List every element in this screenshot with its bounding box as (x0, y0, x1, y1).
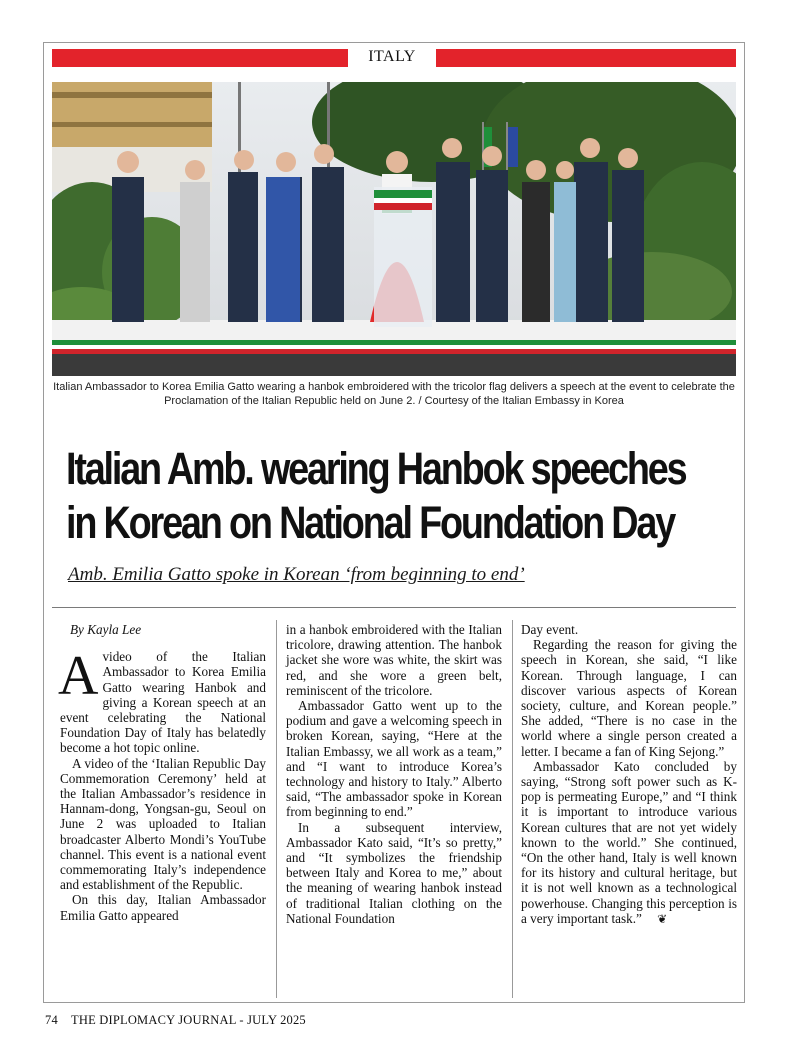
publication-name: THE DIPLOMACY JOURNAL - JULY 2025 (71, 1013, 306, 1027)
paragraph: On this day, Italian Ambassador Emilia Gatto appeared (60, 892, 266, 923)
subtitle: Amb. Emilia Gatto spoke in Korean ‘from beginning to end’ (68, 564, 525, 585)
photo-caption: Italian Ambassador to Korea Emilia Gatto wearing a hanbok embroidered with the tricolor flag delivers a speech at the event to celebrate the Proclamation of the Italian Republic held on June 2. / Courtesy of the Italian Embassy in Korea (53, 381, 735, 407)
section-label: ITALY (368, 48, 416, 65)
section-header (52, 49, 736, 67)
article-column-2 (286, 622, 502, 926)
article-column-1 (60, 622, 266, 923)
paragraph: Regarding the reason for giving the speech in Korean, she said, “I like Korean. Through language, I can discover various aspects of Korean society, culture, and Korean people.” She added, “There is no case in the world where a single person created a letter. I became a fan of King Sejong.” (521, 637, 737, 759)
paragraph: Ambassador Gatto went up to the podium and gave a welcoming speech in broken Korean, saying, “Here at the Italian Embassy, we all work as a team,” and “I want to introduce Korea’s technology and history to Italy.” Alberto said, “The ambassador spoke in Korean from beginning to end.” (286, 698, 502, 820)
paragraph: in a hanbok embroidered with the Italian tricolore, drawing attention. The hanbok jacket she wore was white, the skirt was red, and she wore a green belt, reminiscent of the tricolore. (286, 622, 502, 698)
lead-paragraph (58, 645, 266, 756)
article-column-3 (521, 622, 737, 927)
event-photo-illustration (52, 82, 736, 376)
byline: By Kayla Lee (70, 622, 142, 637)
event-photo (52, 82, 736, 376)
paragraph: A video of the ‘Italian Republic Day Commemoration Ceremony’ held at the Italian Ambassador’s residence in Hannam-dong, Yongsan-gu, Seoul on June 2 was uploaded to Italian broadcaster Alberto Mondi’s YouTube channel. This event is a national event commemorating Italy’s independence and establishment of the Republic. (60, 755, 266, 893)
drop-cap: A (58, 645, 99, 708)
section-bar-right (436, 49, 736, 67)
paragraph-text: Ambassador Kato concluded by saying, “Strong soft power such as K-pop is permeating Europe,” and “I think it is important to introduce various Korean cultures that are not yet widely known to the world.” She continued, “On the other hand, Italy is well known for its history and cultural heritage, but it is not well known as a technological powerhouse. Changing this perception is a very important task.” (521, 758, 737, 926)
section-bar-left (52, 49, 348, 67)
paragraph: Day event. (521, 622, 579, 637)
headline-line-2: in Korean on National Foundation Day (66, 497, 675, 548)
end-mark-icon: ❦ (657, 911, 668, 926)
paragraph (521, 759, 737, 927)
page-number: 74 (45, 1013, 58, 1027)
column-separator (276, 620, 277, 998)
headline-line-1: Italian Amb. wearing Hanbok speeches (66, 443, 686, 494)
column-separator (512, 620, 513, 998)
divider (52, 607, 736, 608)
page-footer (45, 1013, 306, 1028)
headline (66, 442, 686, 550)
paragraph: In a subsequent interview, Ambassador Kato said, “It’s so pretty,” and “It symbolizes the friendship between Italy and Korea to me,” about the meaning of wearing hanbok instead of traditional Italian clothing on the National Foundation (286, 819, 502, 926)
paragraph-text: video of the Italian Ambassador to Korea Emilia Gatto wearing Hanbok and giving a Korean speech at an event celebrating the National Foundation Day of Italy has belatedly become a hot topic online. (60, 649, 266, 756)
